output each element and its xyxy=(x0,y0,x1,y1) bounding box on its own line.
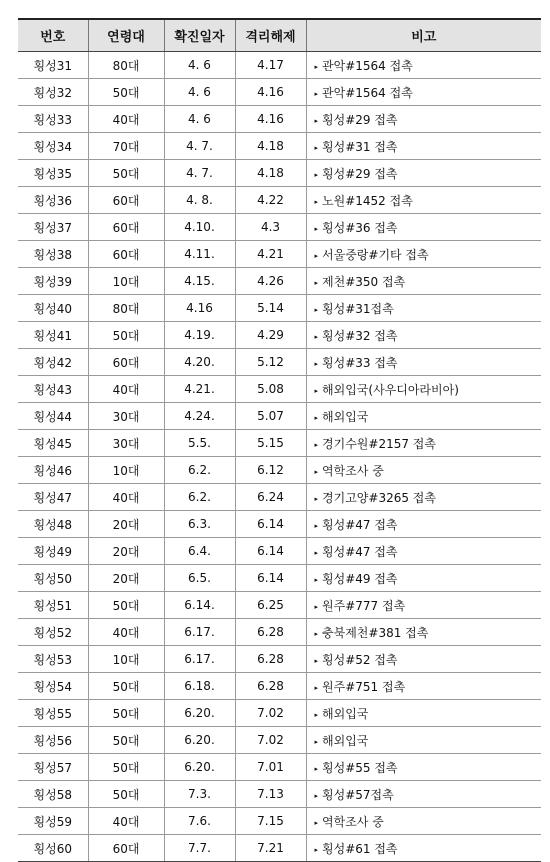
table-row xyxy=(18,835,541,862)
note-text: 횡성#49 접촉 xyxy=(322,571,398,586)
cell-age-group: 50대 xyxy=(88,727,164,754)
bullet-triangle-icon: ▸ xyxy=(314,602,319,611)
note-text: 횡성#61 접촉 xyxy=(322,841,398,856)
cell-number: 횡성38 xyxy=(18,241,88,268)
cell-confirmed-date: 6.4. xyxy=(164,538,235,565)
note-text: 해외입국 xyxy=(322,733,369,748)
cell-age-group: 30대 xyxy=(88,430,164,457)
bullet-triangle-icon: ▸ xyxy=(314,197,319,206)
cell-release-date: 4.21 xyxy=(235,241,306,268)
cell-note xyxy=(306,484,541,511)
note-text: 횡성#55 접촉 xyxy=(322,760,398,775)
cell-number: 횡성39 xyxy=(18,268,88,295)
table-row xyxy=(18,781,541,808)
cell-confirmed-date: 6.20. xyxy=(164,727,235,754)
cell-note xyxy=(306,727,541,754)
cell-number: 횡성50 xyxy=(18,565,88,592)
cell-age-group: 20대 xyxy=(88,511,164,538)
note-text: 해외입국(사우디아라비아) xyxy=(322,382,459,397)
note-text: 횡성#47 접촉 xyxy=(322,544,398,559)
header-release-date: 격리해제 xyxy=(235,19,306,52)
cell-age-group: 20대 xyxy=(88,565,164,592)
cell-confirmed-date: 6.2. xyxy=(164,457,235,484)
cell-release-date: 7.13 xyxy=(235,781,306,808)
cell-note xyxy=(306,457,541,484)
cell-confirmed-date: 4. 7. xyxy=(164,160,235,187)
bullet-triangle-icon: ▸ xyxy=(314,143,319,152)
cell-number: 횡성53 xyxy=(18,646,88,673)
bullet-triangle-icon: ▸ xyxy=(314,278,319,287)
table-row xyxy=(18,727,541,754)
cell-number: 횡성37 xyxy=(18,214,88,241)
note-text: 해외입국 xyxy=(322,409,369,424)
cell-number: 횡성48 xyxy=(18,511,88,538)
table-row xyxy=(18,619,541,646)
cell-confirmed-date: 4.16 xyxy=(164,295,235,322)
table-row xyxy=(18,79,541,106)
note-text: 횡성#31 접촉 xyxy=(322,139,398,154)
table-row xyxy=(18,538,541,565)
cell-number: 횡성31 xyxy=(18,52,88,79)
table-row xyxy=(18,808,541,835)
cell-note xyxy=(306,295,541,322)
cell-note xyxy=(306,349,541,376)
cell-number: 횡성34 xyxy=(18,133,88,160)
bullet-triangle-icon: ▸ xyxy=(314,818,319,827)
bullet-triangle-icon: ▸ xyxy=(314,332,319,341)
cell-release-date: 7.02 xyxy=(235,700,306,727)
bullet-triangle-icon: ▸ xyxy=(314,629,319,638)
cell-age-group: 30대 xyxy=(88,403,164,430)
cell-age-group: 60대 xyxy=(88,214,164,241)
header-number: 번호 xyxy=(18,19,88,52)
cell-release-date: 5.07 xyxy=(235,403,306,430)
cell-age-group: 50대 xyxy=(88,322,164,349)
header-age-group: 연령대 xyxy=(88,19,164,52)
cell-note xyxy=(306,214,541,241)
cell-release-date: 6.14 xyxy=(235,565,306,592)
cell-age-group: 50대 xyxy=(88,592,164,619)
cell-confirmed-date: 6.17. xyxy=(164,619,235,646)
cell-release-date: 6.24 xyxy=(235,484,306,511)
note-text: 관악#1564 접촉 xyxy=(322,85,413,100)
cell-confirmed-date: 6.18. xyxy=(164,673,235,700)
cell-confirmed-date: 4.21. xyxy=(164,376,235,403)
cell-release-date: 6.12 xyxy=(235,457,306,484)
table-row xyxy=(18,673,541,700)
bullet-triangle-icon: ▸ xyxy=(314,251,319,260)
cell-number: 횡성43 xyxy=(18,376,88,403)
cell-age-group: 40대 xyxy=(88,619,164,646)
cell-age-group: 10대 xyxy=(88,457,164,484)
cell-confirmed-date: 7.3. xyxy=(164,781,235,808)
cell-number: 횡성57 xyxy=(18,754,88,781)
table-row xyxy=(18,268,541,295)
note-text: 횡성#57접촉 xyxy=(322,787,394,802)
cell-number: 횡성36 xyxy=(18,187,88,214)
cell-release-date: 7.02 xyxy=(235,727,306,754)
bullet-triangle-icon: ▸ xyxy=(314,116,319,125)
cell-number: 횡성60 xyxy=(18,835,88,862)
bullet-triangle-icon: ▸ xyxy=(314,575,319,584)
cell-note xyxy=(306,808,541,835)
cell-age-group: 60대 xyxy=(88,187,164,214)
bullet-triangle-icon: ▸ xyxy=(314,305,319,314)
cell-number: 횡성54 xyxy=(18,673,88,700)
cell-number: 횡성44 xyxy=(18,403,88,430)
bullet-triangle-icon: ▸ xyxy=(314,737,319,746)
cell-number: 횡성32 xyxy=(18,79,88,106)
cell-note xyxy=(306,160,541,187)
table-row xyxy=(18,484,541,511)
cell-note xyxy=(306,619,541,646)
cell-confirmed-date: 6.3. xyxy=(164,511,235,538)
bullet-triangle-icon: ▸ xyxy=(314,359,319,368)
cell-confirmed-date: 4. 7. xyxy=(164,133,235,160)
bullet-triangle-icon: ▸ xyxy=(314,89,319,98)
cell-confirmed-date: 4. 8. xyxy=(164,187,235,214)
table-row xyxy=(18,106,541,133)
cell-release-date: 7.01 xyxy=(235,754,306,781)
table-row xyxy=(18,457,541,484)
cell-release-date: 6.14 xyxy=(235,538,306,565)
note-text: 횡성#29 접촉 xyxy=(322,112,398,127)
note-text: 제천#350 접촉 xyxy=(322,274,406,289)
cell-release-date: 6.28 xyxy=(235,619,306,646)
note-text: 관악#1564 접촉 xyxy=(322,58,413,73)
bullet-triangle-icon: ▸ xyxy=(314,521,319,530)
cell-release-date: 4.18 xyxy=(235,160,306,187)
cell-release-date: 6.28 xyxy=(235,673,306,700)
note-text: 원주#751 접촉 xyxy=(322,679,406,694)
bullet-triangle-icon: ▸ xyxy=(314,62,319,71)
table-row xyxy=(18,160,541,187)
cell-release-date: 5.08 xyxy=(235,376,306,403)
cell-note xyxy=(306,106,541,133)
note-text: 충북제천#381 접촉 xyxy=(322,625,429,640)
cell-number: 횡성46 xyxy=(18,457,88,484)
cell-confirmed-date: 6.2. xyxy=(164,484,235,511)
cell-note xyxy=(306,268,541,295)
bullet-triangle-icon: ▸ xyxy=(314,710,319,719)
case-table xyxy=(18,18,541,862)
table-body xyxy=(18,52,541,862)
cell-age-group: 50대 xyxy=(88,781,164,808)
cell-confirmed-date: 4. 6 xyxy=(164,106,235,133)
bullet-triangle-icon: ▸ xyxy=(314,440,319,449)
bullet-triangle-icon: ▸ xyxy=(314,845,319,854)
note-text: 서울중랑#기타 접촉 xyxy=(322,247,429,262)
cell-number: 횡성45 xyxy=(18,430,88,457)
cell-age-group: 40대 xyxy=(88,484,164,511)
cell-note xyxy=(306,79,541,106)
cell-note xyxy=(306,133,541,160)
cell-confirmed-date: 4.24. xyxy=(164,403,235,430)
cell-release-date: 4.18 xyxy=(235,133,306,160)
cell-confirmed-date: 4.20. xyxy=(164,349,235,376)
cell-confirmed-date: 4.15. xyxy=(164,268,235,295)
note-text: 원주#777 접촉 xyxy=(322,598,406,613)
table-row xyxy=(18,187,541,214)
cell-note xyxy=(306,52,541,79)
table-row xyxy=(18,430,541,457)
note-text: 해외입국 xyxy=(322,706,369,721)
cell-note xyxy=(306,754,541,781)
cell-note xyxy=(306,376,541,403)
cell-note xyxy=(306,538,541,565)
cell-age-group: 70대 xyxy=(88,133,164,160)
cell-age-group: 60대 xyxy=(88,835,164,862)
cell-number: 횡성51 xyxy=(18,592,88,619)
note-text: 역학조사 중 xyxy=(322,463,384,478)
bullet-triangle-icon: ▸ xyxy=(314,791,319,800)
note-text: 횡성#31접촉 xyxy=(322,301,394,316)
cell-number: 횡성59 xyxy=(18,808,88,835)
note-text: 경기수원#2157 접촉 xyxy=(322,436,436,451)
header-row xyxy=(18,19,541,52)
cell-confirmed-date: 7.7. xyxy=(164,835,235,862)
cell-age-group: 40대 xyxy=(88,106,164,133)
table-row xyxy=(18,565,541,592)
bullet-triangle-icon: ▸ xyxy=(314,494,319,503)
table-row xyxy=(18,511,541,538)
note-text: 횡성#52 접촉 xyxy=(322,652,398,667)
cell-release-date: 6.14 xyxy=(235,511,306,538)
note-text: 경기고양#3265 접촉 xyxy=(322,490,436,505)
note-text: 노원#1452 접촉 xyxy=(322,193,413,208)
cell-release-date: 5.15 xyxy=(235,430,306,457)
cell-confirmed-date: 4.19. xyxy=(164,322,235,349)
cell-number: 횡성55 xyxy=(18,700,88,727)
cell-number: 횡성40 xyxy=(18,295,88,322)
cell-number: 횡성56 xyxy=(18,727,88,754)
cell-confirmed-date: 6.20. xyxy=(164,700,235,727)
bullet-triangle-icon: ▸ xyxy=(314,683,319,692)
table-row xyxy=(18,646,541,673)
table-row xyxy=(18,241,541,268)
note-text: 역학조사 중 xyxy=(322,814,384,829)
cell-release-date: 7.21 xyxy=(235,835,306,862)
cell-release-date: 6.28 xyxy=(235,646,306,673)
cell-number: 횡성41 xyxy=(18,322,88,349)
cell-number: 횡성58 xyxy=(18,781,88,808)
cell-number: 횡성49 xyxy=(18,538,88,565)
cell-release-date: 4.3 xyxy=(235,214,306,241)
table-row xyxy=(18,592,541,619)
cell-release-date: 5.14 xyxy=(235,295,306,322)
cell-age-group: 10대 xyxy=(88,268,164,295)
cell-note xyxy=(306,781,541,808)
header-confirmed-date: 확진일자 xyxy=(164,19,235,52)
note-text: 횡성#33 접촉 xyxy=(322,355,398,370)
cell-release-date: 4.29 xyxy=(235,322,306,349)
table-row xyxy=(18,376,541,403)
cell-confirmed-date: 4. 6 xyxy=(164,52,235,79)
cell-age-group: 50대 xyxy=(88,673,164,700)
cell-release-date: 4.16 xyxy=(235,106,306,133)
cell-age-group: 60대 xyxy=(88,241,164,268)
cell-note xyxy=(306,646,541,673)
case-table-container xyxy=(18,18,541,862)
table-row xyxy=(18,133,541,160)
bullet-triangle-icon: ▸ xyxy=(314,467,319,476)
cell-age-group: 80대 xyxy=(88,295,164,322)
bullet-triangle-icon: ▸ xyxy=(314,548,319,557)
bullet-triangle-icon: ▸ xyxy=(314,386,319,395)
cell-age-group: 40대 xyxy=(88,376,164,403)
table-row xyxy=(18,349,541,376)
table-header xyxy=(18,19,541,52)
cell-note xyxy=(306,565,541,592)
cell-age-group: 50대 xyxy=(88,160,164,187)
table-row xyxy=(18,754,541,781)
note-text: 횡성#29 접촉 xyxy=(322,166,398,181)
cell-release-date: 6.25 xyxy=(235,592,306,619)
cell-number: 횡성33 xyxy=(18,106,88,133)
cell-confirmed-date: 6.14. xyxy=(164,592,235,619)
cell-confirmed-date: 4.11. xyxy=(164,241,235,268)
bullet-triangle-icon: ▸ xyxy=(314,764,319,773)
cell-confirmed-date: 6.20. xyxy=(164,754,235,781)
note-text: 횡성#32 접촉 xyxy=(322,328,398,343)
cell-release-date: 7.15 xyxy=(235,808,306,835)
cell-age-group: 10대 xyxy=(88,646,164,673)
cell-note xyxy=(306,592,541,619)
cell-release-date: 5.12 xyxy=(235,349,306,376)
header-note: 비고 xyxy=(306,19,541,52)
note-text: 횡성#36 접촉 xyxy=(322,220,398,235)
table-row xyxy=(18,295,541,322)
cell-note xyxy=(306,511,541,538)
bullet-triangle-icon: ▸ xyxy=(314,413,319,422)
bullet-triangle-icon: ▸ xyxy=(314,170,319,179)
cell-release-date: 4.16 xyxy=(235,79,306,106)
table-row xyxy=(18,52,541,79)
cell-release-date: 4.17 xyxy=(235,52,306,79)
cell-note xyxy=(306,835,541,862)
cell-release-date: 4.26 xyxy=(235,268,306,295)
bullet-triangle-icon: ▸ xyxy=(314,656,319,665)
cell-number: 횡성42 xyxy=(18,349,88,376)
cell-note xyxy=(306,403,541,430)
table-row xyxy=(18,322,541,349)
cell-age-group: 80대 xyxy=(88,52,164,79)
table-row xyxy=(18,214,541,241)
table-row xyxy=(18,700,541,727)
cell-confirmed-date: 5.5. xyxy=(164,430,235,457)
cell-note xyxy=(306,322,541,349)
cell-note xyxy=(306,673,541,700)
cell-age-group: 20대 xyxy=(88,538,164,565)
cell-age-group: 50대 xyxy=(88,700,164,727)
table-row xyxy=(18,403,541,430)
cell-note xyxy=(306,700,541,727)
bullet-triangle-icon: ▸ xyxy=(314,224,319,233)
cell-number: 횡성35 xyxy=(18,160,88,187)
cell-number: 횡성47 xyxy=(18,484,88,511)
cell-confirmed-date: 6.5. xyxy=(164,565,235,592)
cell-age-group: 50대 xyxy=(88,754,164,781)
cell-note xyxy=(306,187,541,214)
cell-age-group: 60대 xyxy=(88,349,164,376)
cell-confirmed-date: 4. 6 xyxy=(164,79,235,106)
cell-confirmed-date: 7.6. xyxy=(164,808,235,835)
note-text: 횡성#47 접촉 xyxy=(322,517,398,532)
cell-confirmed-date: 6.17. xyxy=(164,646,235,673)
cell-confirmed-date: 4.10. xyxy=(164,214,235,241)
cell-age-group: 50대 xyxy=(88,79,164,106)
cell-note xyxy=(306,241,541,268)
cell-note xyxy=(306,430,541,457)
cell-number: 횡성52 xyxy=(18,619,88,646)
cell-age-group: 40대 xyxy=(88,808,164,835)
cell-release-date: 4.22 xyxy=(235,187,306,214)
